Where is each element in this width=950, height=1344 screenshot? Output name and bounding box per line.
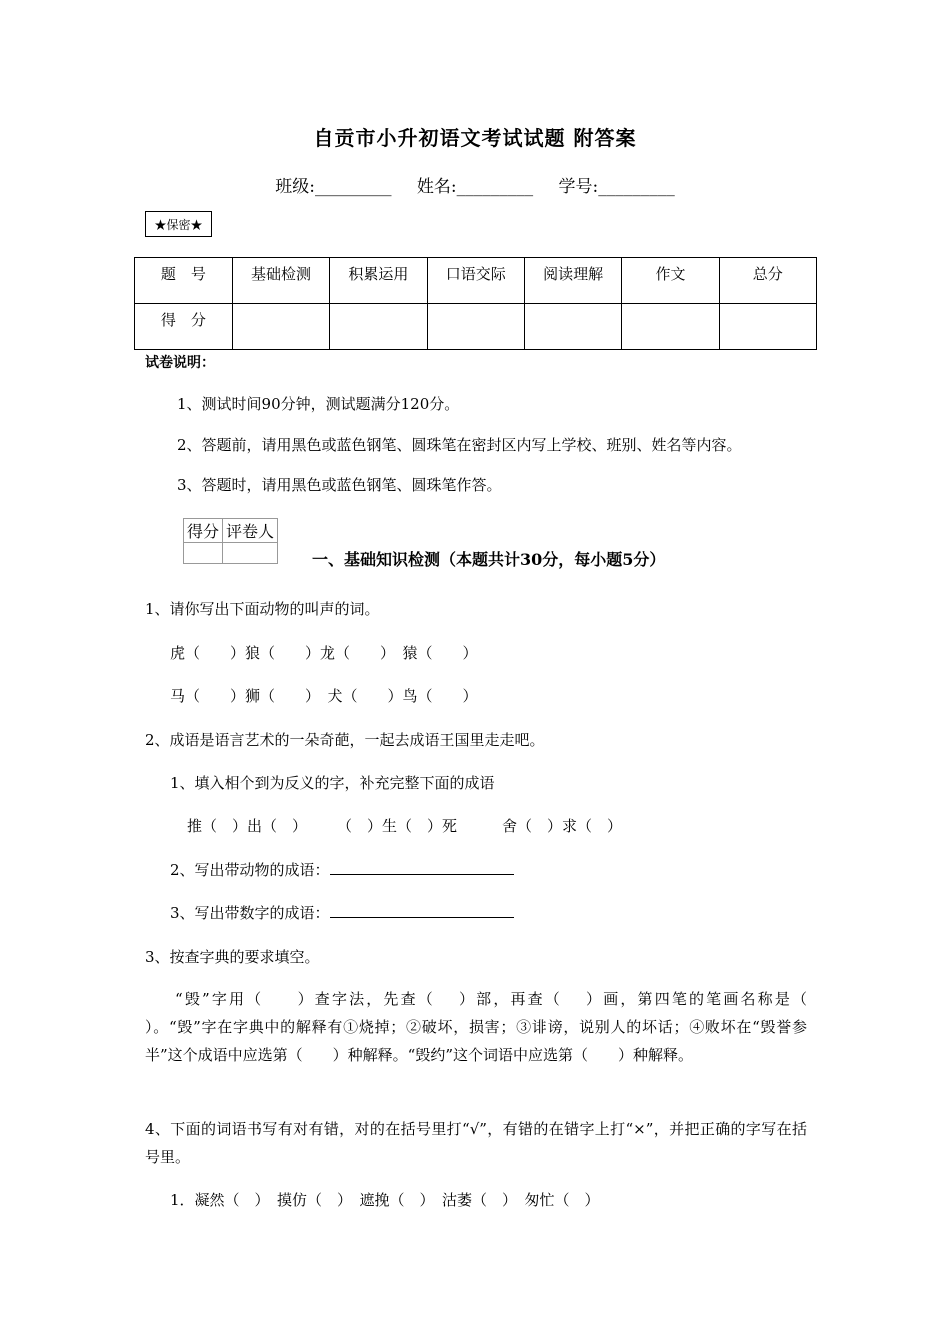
- score-cell: [232, 304, 329, 350]
- score-header-cell: 基础检测: [232, 258, 329, 304]
- instruction-item: 3、答题时，请用黑色或蓝色钢笔、圆珠笔作答。: [177, 476, 502, 494]
- score-header-cell: 积累运用: [330, 258, 427, 304]
- score-cell: [622, 304, 719, 350]
- question-2-idioms: 推（ ）出（ ） （ ）生（ ）死 舍（ ）求（ ）: [187, 817, 623, 835]
- score-header-cell: 作文: [622, 258, 719, 304]
- score-table: [134, 257, 817, 350]
- grader-box: [183, 518, 278, 564]
- score-header-cell: 总分: [719, 258, 816, 304]
- confidential-badge: ★保密★: [145, 211, 212, 237]
- score-header-cell: 口语交际: [427, 258, 524, 304]
- question-3: 3、按查字典的要求填空。: [145, 948, 320, 966]
- question-2-sub-label: 3、写出带数字的成语：: [170, 904, 330, 922]
- question-3-body: “毁”字用（ ）查字法，先查（ ）部，再查（ ）画，第四笔的笔画名称是（ ）。“毁”字在字典中的解释有①烧掉；②破坏，损害；③诽谤，说别人的坏话；④败坏在“毁誉参半”这个成语中应选第（ ）种解释。“毁约”这个词语中应选第（ ）种解释。: [145, 990, 827, 1064]
- instruction-item: 1、测试时间90分钟，测试题满分120分。: [177, 395, 460, 413]
- class-field: 班级:_________: [275, 177, 392, 197]
- score-header-cell: 题 号: [135, 258, 233, 304]
- question-1: 1、请你写出下面动物的叫声的词。: [145, 600, 380, 618]
- question-2-sub-label: 2、写出带动物的成语：: [170, 861, 330, 879]
- grader-score-cell: [184, 543, 223, 564]
- score-row-label: 得 分: [135, 304, 233, 350]
- grader-score-label: 得分: [184, 519, 223, 543]
- section-title: 一、基础知识检测（本题共计30分，每小题5分）: [312, 550, 666, 569]
- answer-line: [330, 917, 514, 918]
- instruction-item: 2、答题前，请用黑色或蓝色钢笔、圆珠笔在密封区内写上学校、班别、姓名等内容。: [177, 436, 742, 454]
- score-cell: [330, 304, 427, 350]
- question-4: 4、下面的词语书写有对有错，对的在括号里打“√”，有错的在错字上打“×”，并把正确的字写在括号里。: [145, 1120, 807, 1166]
- question-2-sub: [170, 902, 514, 923]
- grader-reviewer-cell: [223, 543, 278, 564]
- question-1-line: 马（ ）狮（ ） 犬（ ）鸟（ ）: [170, 687, 478, 705]
- question-2-sub: [170, 859, 514, 880]
- score-cell: [427, 304, 524, 350]
- score-cell: [719, 304, 816, 350]
- score-header-cell: 阅读理解: [524, 258, 621, 304]
- instructions-heading: 试卷说明：: [145, 355, 215, 371]
- question-4-line: 1．凝然（ ） 摸仿（ ） 遮挽（ ） 沽萎（ ） 匆忙（ ）: [170, 1191, 600, 1209]
- student-info-line: [0, 172, 950, 197]
- question-2-sub: 1、填入相个到为反义的字，补充完整下面的成语: [170, 774, 495, 792]
- name-field: 姓名:_________: [416, 177, 534, 197]
- score-cell: [524, 304, 621, 350]
- question-1-line: 虎（ ）狼（ ）龙（ ） 猿（ ）: [170, 644, 478, 662]
- answer-line: [330, 874, 514, 875]
- page-title: 自贡市小升初语文考试试题 附答案: [313, 126, 637, 150]
- grader-reviewer-label: 评卷人: [223, 519, 278, 543]
- student-id-field: 学号:_________: [558, 177, 675, 197]
- question-2: 2、成语是语言艺术的一朵奇葩，一起去成语王国里走走吧。: [145, 731, 545, 749]
